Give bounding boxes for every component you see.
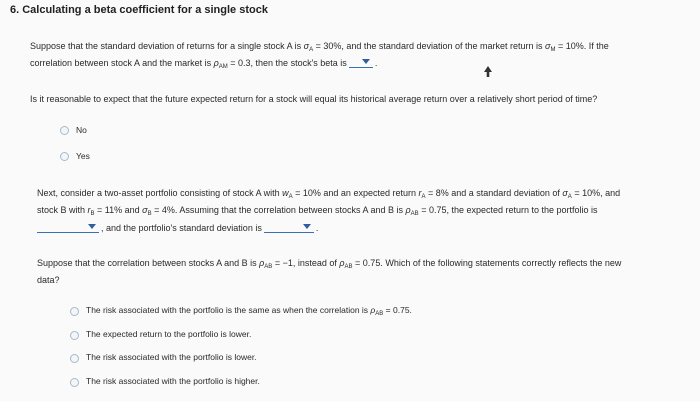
beta-dropdown[interactable] [349,57,373,68]
radio-yes[interactable] [60,152,69,161]
option-same-risk-label: The risk associated with the portfolio is the same as when the correlation is $\rho_{AB} = 0.75$. [86,305,412,317]
option-higher-risk-label: The risk associated with the portfolio is higher. [86,376,260,386]
part3-line3: , and the portfolio's standard deviation is . [37,222,318,235]
radio-lower-risk[interactable] [70,354,79,363]
radio-higher-risk[interactable] [70,378,79,387]
chevron-down-icon [88,224,96,229]
std-dev-dropdown[interactable] [264,222,314,233]
option-no-label: No [76,125,87,135]
part2-question: Is it reasonable to expect that the future expected return for a stock will equal its historical average return over a relatively short period of time? [30,94,598,104]
chevron-down-icon [362,59,370,64]
part1-line2: correlation between stock A and the market is $\rho_{AM} = 0.3$, then the stock's beta is . [30,58,378,70]
option-lower-risk-label: The risk associated with the portfolio is lower. [86,352,257,362]
chevron-down-icon [303,224,311,229]
part4-line1: Suppose that the correlation between stocks A and B is $\rho_{AB} = -1$, instead of $\rho_{AB} = 0.75$. Which of the following statements correctly reflects the new [37,258,622,270]
part1-line1: Suppose that the standard deviation of returns for a single stock A is $\sigma_A = 30\%$, and the standard deviation of the market return is $\sigma_M = 10\%$. If the [30,41,609,53]
part3-line1: Next, consider a two-asset portfolio consisting of stock A with $w_A = 10\%$ and an expected return $r_A = 8\%$ and a standard deviation of $\sigma_A = 10\%$, and [37,188,621,200]
radio-no[interactable] [60,126,69,135]
part3-line2: stock B with $r_B = 11\%$ and $\sigma_B = 4\%$. Assuming that the correlation between stocks A and B is $\rho_{AB} = 0.75$, the expected return to the portfolio is [37,205,598,217]
expected-return-dropdown[interactable] [37,222,99,233]
option-yes-label: Yes [76,151,90,161]
mouse-cursor-icon [483,66,493,78]
radio-same-risk[interactable] [70,307,79,316]
radio-lower-return[interactable] [70,331,79,340]
part4-line2: data? [37,275,60,285]
question-title: 6. Calculating a beta coefficient for a single stock [10,4,268,16]
option-lower-return-label: The expected return to the portfolio is lower. [86,329,252,339]
